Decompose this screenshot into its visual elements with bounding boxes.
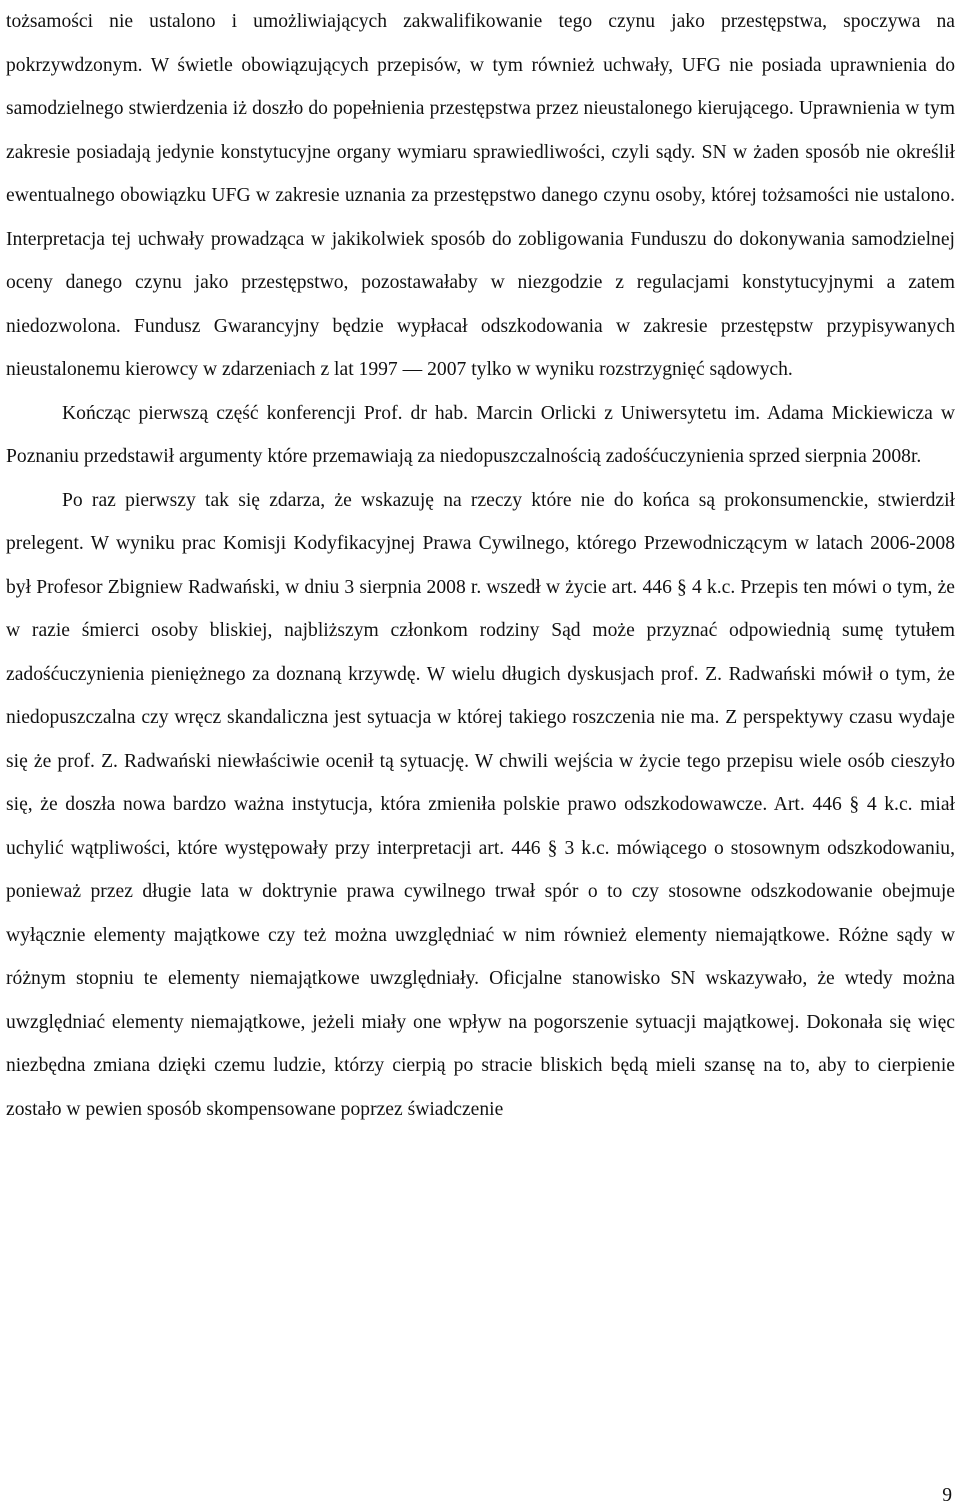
page-number: 9 <box>942 1485 952 1506</box>
paragraph-orlicki: Kończąc pierwszą część konferencji Prof. dr hab. Marcin Orlicki z Uniwersytetu im. Adama Mickiewicza w Poznaniu przedstawił argumenty które przemawiają za niedopuszczalnością zadośćuczynienia sprzed sierpnia 2008r. <box>6 402 955 467</box>
document-page <box>6 0 955 1131</box>
paragraph-ufg-uprawnienia: tożsamości nie ustalono i umożliwiających zakwalifikowanie tego czynu jako przestępstwa, spoczywa na pokrzywdzonym. W świetle obowiązujących przepisów, w tym również uchwały, UFG nie posiada uprawnienia do samodzielnego stwierdzenia iż doszło do popełnienia przestępstwa przez nieustalonego kierującego. Uprawnienia w tym zakresie posiadają jedynie konstytucyjne organy wymiaru sprawiedliwości, czyli sądy. SN w żaden sposób nie określił ewentualnego obowiązku UFG w zakresie uznania za przestępstwo danego czynu osoby, której tożsamości nie ustalono. Interpretacja tej uchwały prowadząca w jakikolwiek sposób do zobligowania Funduszu do dokonywania samodzielnej oceny danego czynu jako przestępstwo, pozostawałaby w niezgodzie z regulacjami konstytucyjnymi a zatem niedozwolona. Fundusz Gwarancyjny będzie wypłacał odszkodowania w zakresie przestępstw przypisywanych nieustalonemu kierowcy w zdarzeniach z lat 1997 — 2007 tylko w wyniku rozstrzygnięć sądowych. <box>6 11 955 380</box>
paragraph-art-446: Po raz pierwszy tak się zdarza, że wskazuję na rzeczy które nie do końca są prokonsumenckie, stwierdził prelegent. W wyniku prac Komisji Kodyfikacyjnej Prawa Cywilnego, którego Przewodniczącym w latach 2006-2008 był Profesor Zbigniew Radwański, w dniu 3 sierpnia 2008 r. wszedł w życie art. 446 § 4 k.c. Przepis ten mówi o tym, że w razie śmierci osoby bliskiej, najbliższym członkom rodziny Sąd może przyznać odpowiednią sumę tytułem zadośćuczynienia pieniężnego za doznaną krzywdę. W wielu długich dyskusjach prof. Z. Radwański mówił o tym, że niedopuszczalna czy wręcz skandaliczna jest sytuacja w której takiego roszczenia nie ma. Z perspektywy czasu wydaje się że prof. Z. Radwański niewłaściwie ocenił tą sytuację. W chwili wejścia w życie tego przepisu wiele osób cieszyło się, że doszła nowa bardzo ważna instytucja, która zmieniła polskie prawo odszkodowawcze. Art. 446 § 4 k.c. miał uchylić wątpliwości, które występowały przy interpretacji art. 446 § 3 k.c. mówiącego o stosownym odszkodowaniu, ponieważ przez długie lata w doktrynie prawa cywilnego trwał spór o to czy stosowne odszkodowanie obejmuje wyłącznie elementy majątkowe czy też można uwzględniać w nim również elementy niemajątkowe. Różne sądy w różnym stopniu te elementy niemajątkowe uwzględniały. Oficjalne stanowisko SN wskazywało, że wtedy można uwzględniać elementy niemajątkowe, jeżeli miały one wpływ na pogorszenie sytuacji majątkowej. Dokonała się więc niezbędna zmiana dzięki czemu ludzie, którzy cierpią po stracie bliskich będą mieli szansę na to, aby to cierpienie zostało w pewien sposób skompensowane poprzez świadczenie <box>6 489 955 1120</box>
